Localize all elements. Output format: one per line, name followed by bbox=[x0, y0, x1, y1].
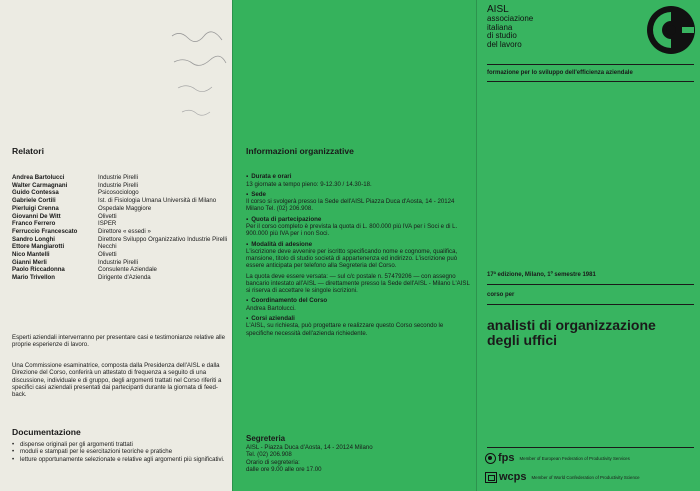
relatore-org: Industrie Pirelli bbox=[98, 174, 138, 181]
relatore-row bbox=[12, 213, 230, 221]
info-section bbox=[246, 315, 472, 337]
relatore-org: ISPER bbox=[98, 220, 117, 228]
relatore-org: Industrie Pirelli bbox=[98, 258, 138, 266]
esperti-paragraph: Esperti aziendali interverranno per presentare casi e testimonianze relative alle proprie esperienze di lavoro. bbox=[12, 334, 226, 349]
relatore-name: Guido Contessa bbox=[12, 189, 59, 197]
info-sections bbox=[246, 173, 472, 340]
info-section-extra: La quota deve essere versata: — sul c/c postale n. 57479206 — con assegno bancario intestato all'AISL — direttamente presso la Sede dell'AISL - Milano L'AISL si riserva di accettare le singole iscrizioni. bbox=[246, 272, 470, 295]
relatore-name: Mario Trivellon bbox=[12, 274, 56, 282]
wcps-member bbox=[485, 471, 640, 483]
info-section bbox=[246, 216, 472, 238]
relatori-heading: Relatori bbox=[12, 146, 44, 156]
info-section bbox=[246, 173, 472, 188]
relatore-name: Sandro Longhi bbox=[12, 235, 55, 243]
relatore-row bbox=[12, 182, 230, 190]
org-lines bbox=[487, 15, 579, 49]
info-section-heading: ▪ Sede bbox=[246, 191, 472, 199]
relatore-row bbox=[12, 236, 230, 244]
fps-icon bbox=[485, 453, 496, 464]
commissione-paragraph: Una Commissione esaminatrice, composta dalla Presidenza dell'AISL e dalla Direzione del Corso, conferirà un attestato di frequenza a seguito di una discussione, individuale e di gruppo, degli argomenti trattati nel Corso riferiti a specifici casi aziendali presentati dai partecipanti durante la giornata di feed-back. bbox=[12, 362, 222, 399]
segreteria-block bbox=[246, 434, 472, 473]
relatore-row bbox=[12, 274, 230, 282]
top-rule bbox=[487, 64, 694, 65]
relatore-row bbox=[12, 197, 230, 205]
course-title: analisti di organizzazione degli uffici bbox=[487, 317, 656, 348]
relatore-org: Direttore « essedi » bbox=[98, 227, 151, 235]
segreteria-heading: Segreteria bbox=[246, 434, 286, 443]
wcps-logo bbox=[485, 471, 527, 483]
handwriting-scribble bbox=[168, 22, 232, 132]
aisl-logo-icon bbox=[646, 3, 696, 57]
relatore-org: Olivetti bbox=[98, 212, 117, 220]
corso-rule bbox=[487, 304, 694, 305]
relatore-row bbox=[12, 205, 230, 213]
segreteria-line: Tel. (02) 206.908 bbox=[246, 451, 292, 459]
info-section-body: Per il corso completo è prevista la quota di L. 800.000 più IVA per i Soci e di L. 900.000 più IVA per i non Soci. bbox=[246, 223, 458, 238]
tagline: formazione per lo sviluppo dell'efficienza aziendale bbox=[487, 70, 633, 76]
org-short: AISL bbox=[487, 4, 509, 15]
relatori-list bbox=[12, 174, 230, 282]
middle-panel bbox=[232, 0, 476, 491]
org-line: italiana bbox=[487, 22, 513, 32]
relatore-row bbox=[12, 189, 230, 197]
relatore-name: Franco Ferrero bbox=[12, 220, 56, 228]
edition-text: 17ª edizione, Milano, 1º semestre 1981 bbox=[487, 272, 596, 278]
relatore-org: Psicosociologo bbox=[98, 189, 139, 197]
tagline-rule bbox=[487, 81, 694, 82]
relatore-name: Nico Mantelli bbox=[12, 251, 50, 259]
relatore-name: Gianni Merli bbox=[12, 258, 47, 266]
relatore-name: Gabriele Cortili bbox=[12, 197, 56, 205]
fps-logo bbox=[485, 452, 515, 464]
relatore-org: Necchi bbox=[98, 243, 117, 251]
relatore-org: Dirigente d'Azienda bbox=[98, 274, 151, 282]
info-section-heading: ▪ Corsi aziendali bbox=[246, 315, 472, 323]
relatore-name: Walter Carmagnani bbox=[12, 181, 68, 189]
relatore-name: Pierluigi Crenna bbox=[12, 204, 59, 212]
info-section-heading: ▪ Coordinamento del Corso bbox=[246, 297, 472, 305]
corso-per-label: corso per bbox=[487, 292, 515, 298]
segreteria-line: dalle ore 9.00 alle ore 17.00 bbox=[246, 465, 322, 473]
relatore-name: Andrea Bartolucci bbox=[12, 174, 65, 181]
relatore-org: Ist. di Fisiologia Umana Università di Milano bbox=[98, 197, 217, 205]
relatore-org: Olivetti bbox=[98, 251, 117, 259]
relatore-name: Paolo Riccadonna bbox=[12, 266, 65, 274]
relatore-row bbox=[12, 259, 230, 267]
info-section-body: 13 giornate a tempo pieno: 9-12.30 / 14.30-18. bbox=[246, 180, 372, 188]
documentazione-item: • letture opportunamente selezionate e relative agli argomenti più significativi. bbox=[12, 456, 230, 463]
relatore-org: Ospedale Maggiore bbox=[98, 204, 152, 212]
org-name bbox=[487, 4, 579, 49]
relatore-row bbox=[12, 266, 230, 274]
relatore-org: Direttore Sviluppo Organizzativo Industrie Pirelli bbox=[98, 235, 228, 243]
documentazione-item: • dispense originali per gli argomenti trattati bbox=[12, 441, 230, 448]
relatore-row bbox=[12, 251, 230, 259]
relatore-name: Giovanni De Witt bbox=[12, 212, 61, 220]
info-section-heading: ▪ Modalità di adesione bbox=[246, 241, 472, 249]
documentazione-heading: Documentazione bbox=[12, 427, 81, 437]
info-heading: Informazioni organizzative bbox=[246, 146, 354, 156]
wcps-icon bbox=[485, 472, 497, 483]
info-section-heading: ▪ Durata e orari bbox=[246, 173, 472, 181]
wcps-label: wcps bbox=[499, 471, 527, 483]
fps-label: fps bbox=[498, 452, 515, 464]
fps-member bbox=[485, 452, 630, 464]
relatore-org: Industrie Pirelli bbox=[98, 181, 138, 189]
info-section-body: L'iscrizione deve avvenire per iscritto specificando nome e cognome, qualifica, mansione, titolo di studio società di appartenenza ed indirizzo. L'iscrizione può essere anticipata per telefono alla Segreteria del Corso. bbox=[246, 248, 458, 270]
fps-text: Member of European Federation of Productivity Services bbox=[519, 455, 630, 461]
relatore-row bbox=[12, 243, 230, 251]
fold-line-2 bbox=[476, 0, 477, 491]
segreteria-lines bbox=[246, 444, 472, 473]
fold-line-1 bbox=[232, 0, 233, 491]
documentazione-list bbox=[12, 441, 230, 463]
relatore-row bbox=[12, 228, 230, 236]
relatore-name: Ettore Mangiarotti bbox=[12, 243, 65, 251]
relatore-row bbox=[12, 220, 230, 228]
wcps-text: Member of World Confederation of Productivity Science bbox=[531, 474, 640, 480]
info-section-body: Il corso si svolgerà presso la Sede dell'AISL Piazza Duca d'Aosta, 14 - 20124 Milano Tel. (02) 206.908. bbox=[246, 198, 455, 213]
info-section bbox=[246, 241, 472, 295]
edition-rule bbox=[487, 284, 694, 285]
info-section-body: L'AISL, su richiesta, può progettare e realizzare questo Corso secondo le specifiche necessità dell'azienda richiedente. bbox=[246, 322, 444, 337]
org-line: del lavoro bbox=[487, 39, 522, 49]
left-panel bbox=[0, 0, 232, 491]
cover-panel bbox=[476, 0, 700, 491]
members-rule bbox=[487, 447, 694, 448]
relatore-org: Consulente Aziendale bbox=[98, 266, 157, 274]
org-line: di studio bbox=[487, 31, 517, 41]
info-section bbox=[246, 297, 472, 312]
info-section-heading: ▪ Quota di partecipazione bbox=[246, 216, 472, 224]
relatore-row bbox=[12, 174, 230, 182]
segreteria-line: Orario di segreteria: bbox=[246, 458, 300, 466]
documentazione-item: • moduli e stampati per le esercitazioni teoriche e pratiche bbox=[12, 448, 230, 455]
info-section-body: Andrea Bartolucci. bbox=[246, 304, 296, 312]
relatore-name: Ferruccio Francescato bbox=[12, 227, 78, 235]
segreteria-line: AISL - Piazza Duca d'Aosta, 14 - 20124 Milano bbox=[246, 444, 373, 451]
info-section bbox=[246, 191, 472, 213]
org-line: associazione bbox=[487, 14, 534, 23]
